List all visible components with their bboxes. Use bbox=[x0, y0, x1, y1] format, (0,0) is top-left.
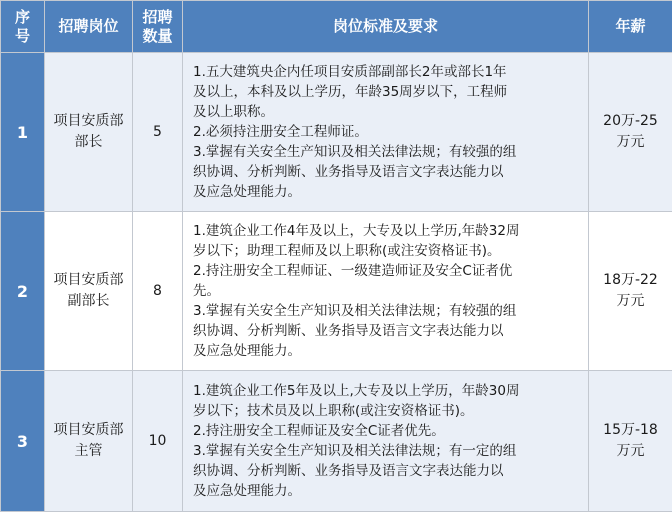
header-position: 招聘岗位 bbox=[45, 1, 133, 53]
header-count-line-1: 招聘 bbox=[133, 8, 182, 27]
requirement-line: 及应急处理能力。 bbox=[193, 481, 580, 501]
position-name: 项目安质部部长 bbox=[50, 111, 128, 153]
salary-line-2: 万元 bbox=[589, 291, 672, 312]
table-row bbox=[1, 53, 672, 212]
row-requirements bbox=[183, 212, 589, 371]
table-row bbox=[1, 371, 672, 512]
table-body bbox=[1, 53, 672, 512]
requirement-line: 及应急处理能力。 bbox=[193, 182, 580, 202]
row-salary bbox=[589, 53, 672, 212]
requirement-line: 1.建筑企业工作5年及以上,大专及以上学历，年龄30周 bbox=[193, 381, 580, 401]
requirement-line: 织协调、分析判断、业务指导及语言文字表达能力以 bbox=[193, 321, 580, 341]
requirement-line: 先。 bbox=[193, 281, 580, 301]
requirement-line: 及应急处理能力。 bbox=[193, 341, 580, 361]
row-position bbox=[45, 53, 133, 212]
row-count: 8 bbox=[133, 212, 183, 371]
requirement-line: 3.掌握有关安全生产知识及相关法律法规；有较强的组 bbox=[193, 301, 580, 321]
position-name: 项目安质部副部长 bbox=[50, 270, 128, 312]
requirement-line: 2.持注册安全工程师证及安全C证者优先。 bbox=[193, 421, 580, 441]
requirement-line: 1.五大建筑央企内任项目安质部副部长2年或部长1年 bbox=[193, 62, 580, 82]
requirement-line: 1.建筑企业工作4年及以上，大专及以上学历,年龄32周 bbox=[193, 221, 580, 241]
requirement-line: 岁以下；助理工程师及以上职称(或注安资格证书)。 bbox=[193, 241, 580, 261]
row-count: 10 bbox=[133, 371, 183, 512]
requirement-line: 3.掌握有关安全生产知识及相关法律法规；有一定的组 bbox=[193, 441, 580, 461]
row-salary bbox=[589, 371, 672, 512]
header-count bbox=[133, 1, 183, 53]
table-row bbox=[1, 212, 672, 371]
salary-line-1: 18万-22 bbox=[589, 270, 672, 291]
requirement-line: 织协调、分析判断、业务指导及语言文字表达能力以 bbox=[193, 162, 580, 182]
salary-line-2: 万元 bbox=[589, 441, 672, 462]
header-index bbox=[1, 1, 45, 53]
row-position bbox=[45, 371, 133, 512]
table-header bbox=[1, 1, 672, 53]
row-index: 3 bbox=[1, 371, 45, 512]
header-salary: 年薪 bbox=[589, 1, 672, 53]
requirement-line: 及以上，本科及以上学历，年龄35周岁以下，工程师 bbox=[193, 82, 580, 102]
row-salary bbox=[589, 212, 672, 371]
salary-line-2: 万元 bbox=[589, 132, 672, 153]
requirement-line: 及以上职称。 bbox=[193, 102, 580, 122]
row-position bbox=[45, 212, 133, 371]
requirement-line: 3.掌握有关安全生产知识及相关法律法规；有较强的组 bbox=[193, 142, 580, 162]
requirement-line: 岁以下；技术员及以上职称(或注安资格证书)。 bbox=[193, 401, 580, 421]
position-name: 项目安质部主管 bbox=[50, 420, 128, 462]
row-index: 1 bbox=[1, 53, 45, 212]
header-row bbox=[1, 1, 672, 53]
row-requirements bbox=[183, 53, 589, 212]
requirement-line: 2.必须持注册安全工程师证。 bbox=[193, 122, 580, 142]
header-count-line-2: 数量 bbox=[133, 27, 182, 46]
requirement-line: 织协调、分析判断、业务指导及语言文字表达能力以 bbox=[193, 461, 580, 481]
header-requirements: 岗位标准及要求 bbox=[183, 1, 589, 53]
header-index-line-1: 序 bbox=[1, 8, 44, 27]
header-index-line-2: 号 bbox=[1, 27, 44, 46]
requirement-line: 2.持注册安全工程师证、一级建造师证及安全C证者优 bbox=[193, 261, 580, 281]
row-count: 5 bbox=[133, 53, 183, 212]
salary-line-1: 15万-18 bbox=[589, 420, 672, 441]
salary-line-1: 20万-25 bbox=[589, 111, 672, 132]
row-requirements bbox=[183, 371, 589, 512]
row-index: 2 bbox=[1, 212, 45, 371]
